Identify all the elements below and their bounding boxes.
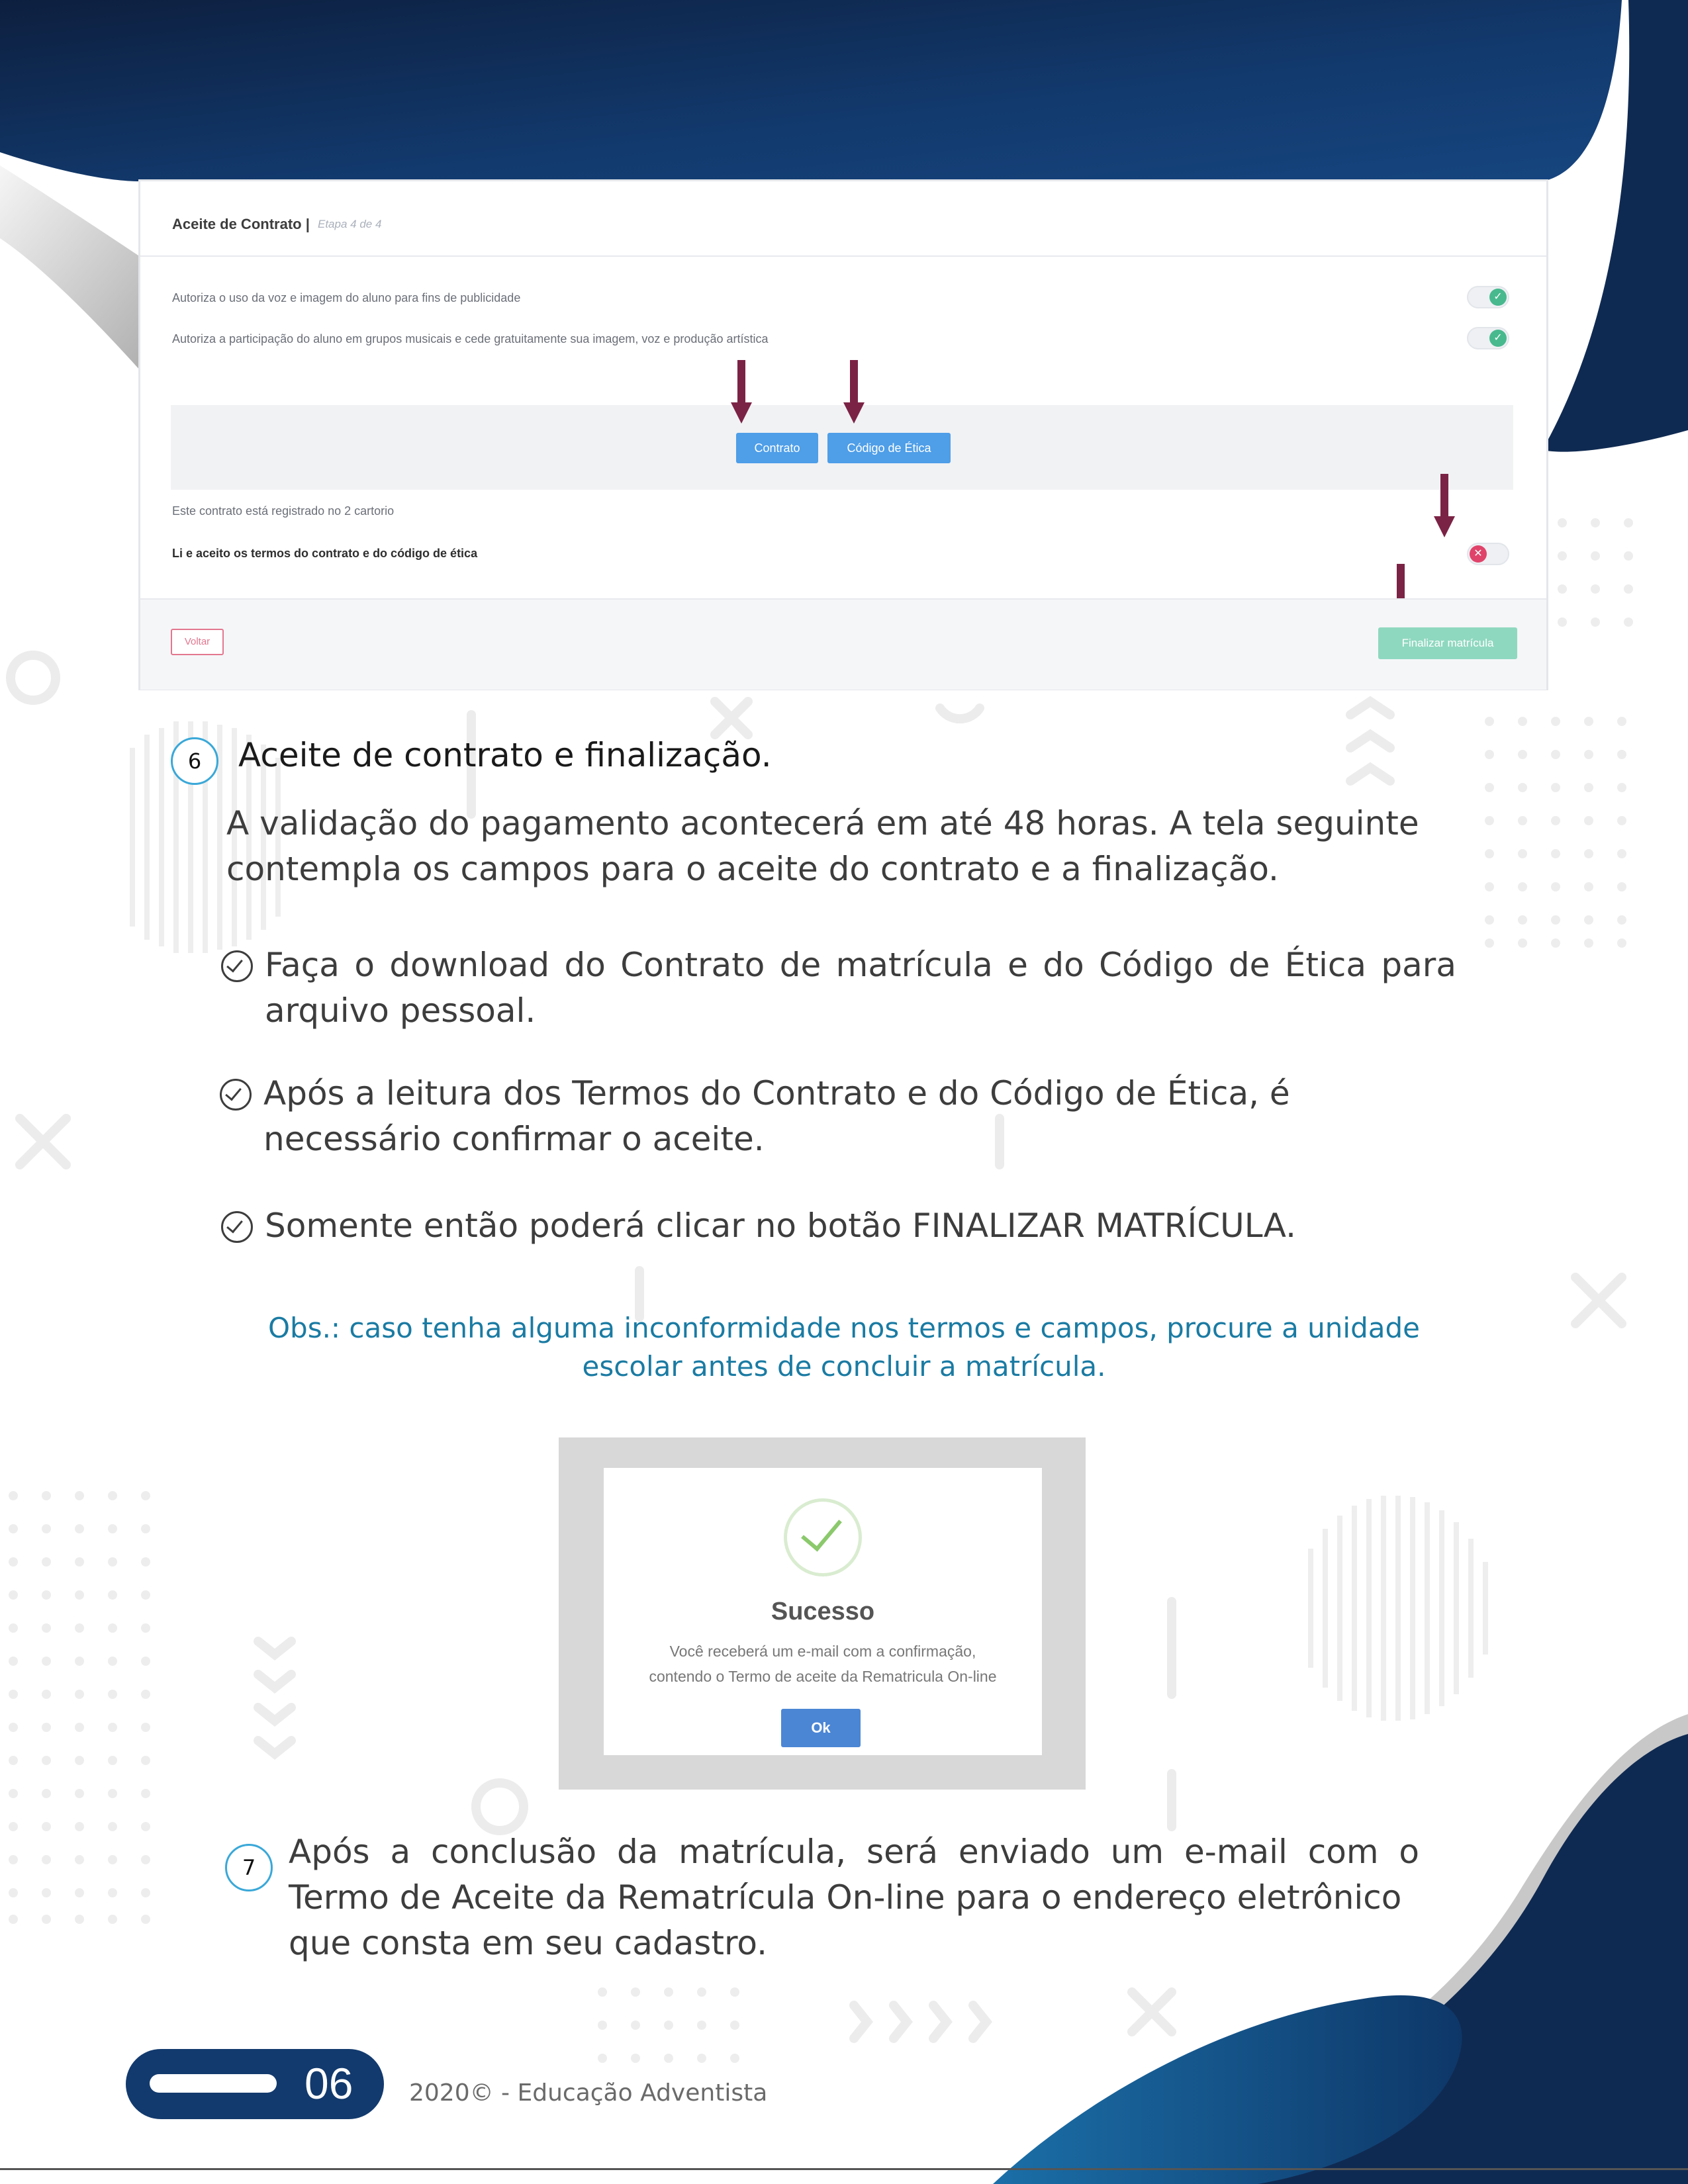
x-icon: ✕	[1470, 545, 1487, 563]
check-circle-icon	[220, 1079, 252, 1111]
step-number-badge: 6	[171, 737, 218, 785]
ok-button[interactable]: Ok	[781, 1709, 861, 1747]
success-modal	[604, 1468, 1042, 1755]
page-number-pill	[126, 2049, 384, 2119]
success-message-line2: contendo o Termo de aceite da Rematricula On-line	[649, 1668, 997, 1685]
success-message-line1: Você receberá um e-mail com a confirmação,	[669, 1643, 976, 1660]
observation-line1: Obs.: caso tenha alguma inconformidade nos termos e campos, procure a unidade	[267, 1312, 1420, 1344]
check-icon: ✓	[1489, 330, 1507, 347]
check-circle-icon	[221, 950, 253, 982]
bullet2-line2: necessário confirmar o aceite.	[263, 1120, 765, 1158]
bullet3: Somente então poderá clicar no botão FINALIZAR MATRÍCULA.	[265, 1206, 1296, 1245]
finalize-enrollment-button[interactable]: Finalizar matrícula	[1378, 627, 1517, 659]
arrow-down-icon	[1431, 474, 1458, 540]
success-message	[604, 1639, 1042, 1689]
permission-music-groups-toggle[interactable]	[1467, 327, 1509, 349]
success-check-icon	[784, 1498, 862, 1576]
step6-heading: Aceite de contrato e finalização.	[238, 736, 772, 774]
copyright-text: 2020© - Educação Adventista	[409, 2079, 768, 2107]
step-number-badge: 7	[225, 1844, 273, 1891]
bullet2-line1: Após a leitura dos Termos do Contrato e do Código de Ética, é	[263, 1074, 1290, 1113]
arrow-down-icon	[841, 360, 867, 426]
check-circle-icon	[221, 1211, 253, 1243]
registry-note: Este contrato está registrado no 2 cartorio	[172, 504, 395, 518]
permission-music-groups-label: Autoriza a participação do aluno em grupos musicais e cede gratuitamente sua imagem, voz e produção artística	[172, 332, 769, 345]
form-step-indicator: Etapa 4 de 4	[318, 218, 382, 230]
bullet1-line1: Faça o download do Contrato de matrícula e do Código de Ética para	[265, 946, 1456, 984]
accept-terms-label: Li e aceito os termos do contrato e do código de ética	[172, 547, 478, 560]
accept-terms-toggle[interactable]	[1467, 543, 1509, 565]
ethics-code-button[interactable]: Código de Ética	[827, 433, 951, 463]
page-number: 06	[305, 2059, 353, 2108]
arrow-down-icon	[728, 360, 755, 426]
bullet1-line2: arquivo pessoal.	[265, 991, 536, 1030]
back-button[interactable]: Voltar	[171, 629, 224, 655]
permission-voice-image-toggle[interactable]	[1467, 286, 1509, 308]
contract-acceptance-screenshot	[140, 181, 1546, 688]
bottom-divider	[0, 2168, 1688, 2170]
step7-line2: Termo de Aceite da Rematrícula On-line para o endereço eletrônico	[289, 1878, 1402, 1917]
step6-paragraph-line1: A validação do pagamento acontecerá em até 48 horas. A tela seguinte	[226, 804, 1419, 842]
permission-voice-image-label: Autoriza o uso da voz e imagem do aluno para fins de publicidade	[172, 291, 521, 304]
success-title: Sucesso	[771, 1598, 875, 1625]
observation-line2: escolar antes de concluir a matrícula.	[582, 1350, 1106, 1383]
check-icon: ✓	[1489, 289, 1507, 306]
pill-decoration-bar	[150, 2074, 277, 2093]
form-footer	[140, 598, 1546, 690]
contract-button[interactable]: Contrato	[736, 433, 818, 463]
step7-line1: Após a conclusão da matrícula, será enviado um e-mail com o	[289, 1833, 1419, 1871]
form-title: Aceite de Contrato |	[172, 216, 310, 232]
step7-line3: que consta em seu cadastro.	[289, 1924, 768, 1962]
step6-paragraph-line2: contempla os campos para o aceite do contrato e a finalização.	[226, 850, 1279, 888]
form-header	[140, 181, 1546, 257]
success-modal-screenshot	[559, 1437, 1086, 1790]
